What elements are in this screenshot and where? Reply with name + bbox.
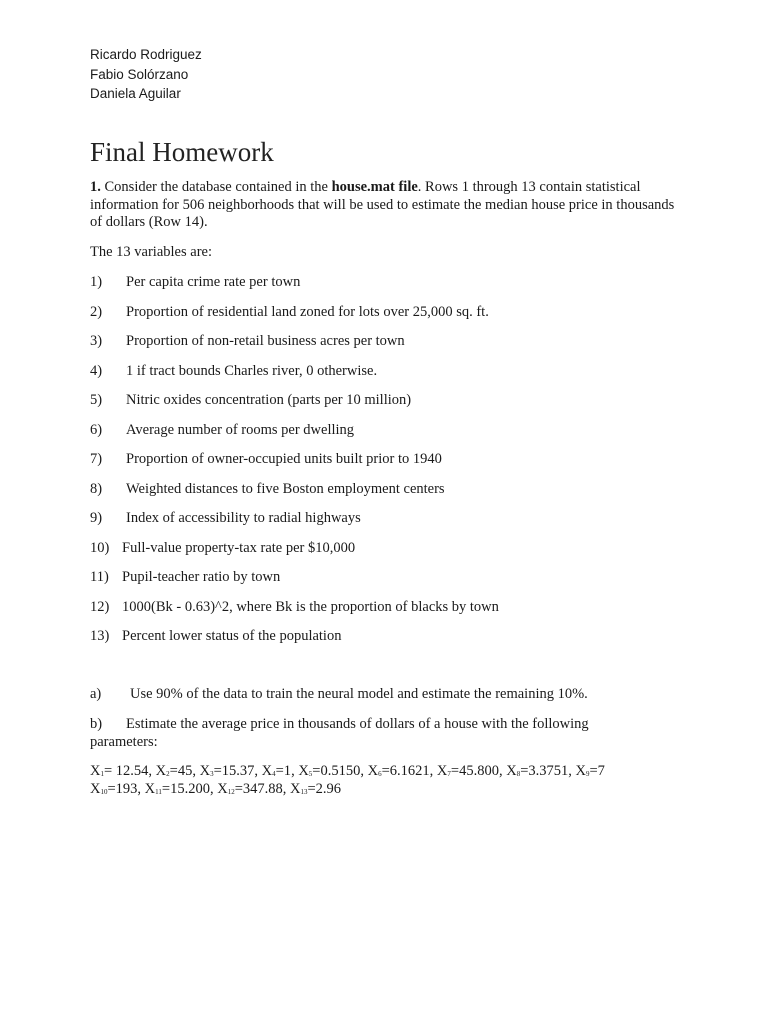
parameter-line: $X_1= 12.54$, $X_2=45$, $X_3=15.37$, $X_4=1$, $X_5=0.5150$, $X_6=6.1621$, $X_7=45.800$, $X_8=3.3751$, $X_9=7$ — [90, 763, 605, 779]
parameter-symbol: X — [144, 781, 156, 797]
parameter-index: 6 — [378, 770, 382, 778]
variable-item — [90, 480, 445, 499]
parameter-item — [368, 763, 430, 779]
variable-number: 6) — [90, 421, 103, 438]
parameter-symbol: X — [298, 763, 309, 779]
variable-number: 5) — [90, 392, 103, 408]
parameter-item — [90, 781, 137, 797]
parameter-symbol: X — [261, 763, 273, 779]
variable-text: Weighted distances to five Boston employment centers — [126, 480, 445, 497]
variable-number: 11) — [90, 569, 109, 585]
parameter-symbol: X — [217, 781, 228, 797]
variable-item — [90, 628, 342, 646]
variable-item — [90, 333, 405, 351]
variables-heading: The 13 variables are: — [90, 244, 212, 260]
parameter-value: =45.800 — [450, 763, 499, 779]
variable-text: Proportion of non-retail business acres per town — [126, 333, 405, 349]
task-label: a) — [90, 686, 102, 702]
variable-item — [90, 392, 412, 410]
variable-text: 1000(Bk - 0.63)^2, where Bk is the proportion of blacks by town — [122, 598, 499, 615]
task-text: Use 90% of the data to train the neural model and estimate the remaining 10%. — [130, 686, 588, 702]
variable-number: 12) — [90, 598, 110, 615]
author-name: Fabio Solórzano — [90, 66, 189, 82]
parameter-item — [90, 763, 148, 779]
parameter-symbol: X — [90, 781, 101, 797]
parameter-value: =3.3751 — [520, 763, 569, 779]
parameter-value: =0.5150 — [312, 763, 361, 779]
parameter-index: 5 — [308, 770, 313, 778]
variable-text: 1 if tract bounds Charles river, 0 otherwise. — [126, 362, 378, 379]
variable-number: 8) — [90, 480, 103, 497]
parameter-value: =6.1621 — [381, 763, 430, 779]
variable-item — [90, 303, 489, 322]
variable-item — [90, 510, 361, 528]
parameter-value: = 12.54 — [103, 763, 149, 779]
variable-number: 4) — [90, 362, 103, 379]
parameter-value: =347.88 — [234, 781, 283, 797]
parameter-index: 8 — [516, 770, 521, 778]
parameter-symbol: X — [367, 763, 379, 779]
task-b — [90, 716, 630, 751]
variable-number: 7) — [90, 451, 103, 467]
variable-item — [90, 274, 301, 292]
variable-number: 1) — [90, 274, 103, 290]
variable-text: Percent lower status of the population — [122, 628, 342, 644]
parameter-index: 4 — [272, 770, 276, 778]
variable-item — [90, 598, 499, 617]
problem-number: 1. — [90, 179, 101, 195]
parameter-item — [156, 763, 193, 779]
author-name: Daniela Aguilar — [90, 86, 181, 101]
parameter-item — [262, 763, 291, 779]
parameter-item — [298, 763, 360, 779]
task-label: b) — [90, 716, 103, 732]
parameter-index: 12 — [227, 788, 235, 796]
parameter-item — [437, 763, 499, 779]
variable-item — [90, 569, 281, 587]
parameter-symbol: X — [436, 763, 448, 779]
parameter-symbol: X — [199, 763, 211, 779]
parameter-value: =1 — [275, 763, 292, 779]
variable-text: Full-value property-tax rate per $10,000 — [122, 539, 356, 556]
problem-statement — [90, 179, 680, 232]
author-list — [90, 45, 202, 104]
variable-number: 3) — [90, 333, 103, 349]
parameter-value: =2.96 — [307, 781, 342, 797]
parameter-item — [290, 781, 341, 797]
variable-text: Index of accessibility to radial highways — [126, 510, 361, 526]
parameter-index: 1 — [100, 770, 104, 778]
parameter-item — [200, 763, 255, 779]
parameter-value: =15.37 — [213, 763, 255, 779]
parameter-value: =7 — [589, 763, 605, 779]
statement-text-a: Consider the database contained in the — [100, 179, 332, 195]
variable-item — [90, 539, 356, 558]
variable-number: 13) — [90, 628, 110, 644]
variable-text: Proportion of owner-occupied units built prior to 1940 — [126, 451, 442, 467]
parameter-value: =15.200 — [161, 781, 210, 797]
parameter-index: 11 — [155, 788, 162, 796]
parameter-symbol: X — [290, 781, 301, 797]
author-name: Ricardo Rodriguez — [90, 47, 202, 62]
parameter-item — [145, 781, 210, 797]
variable-item — [90, 451, 442, 469]
parameter-item — [506, 763, 568, 779]
parameter-line: $X_{10}=193$, $X_{11}=15.200$, $X_{12}=347.88$, $X_{13}=2.96$ — [90, 781, 342, 797]
variable-number: 9) — [90, 510, 103, 526]
variable-item — [90, 421, 355, 440]
parameter-symbol: X — [155, 763, 167, 779]
variable-text: Average number of rooms per dwelling — [126, 421, 355, 438]
variable-text: Per capita crime rate per town — [126, 274, 301, 290]
parameter-index: 10 — [100, 788, 108, 796]
parameter-index: 13 — [300, 788, 308, 796]
document-title: Final Homework — [90, 137, 274, 167]
parameter-item — [576, 763, 605, 779]
statement-text-b: . Rows 1 through 13 contain statistical information for 506 neighborhoods that will be used to estimate the median house price in thousands of dollars (Row 14). — [90, 179, 675, 230]
parameter-value: =193 — [107, 781, 138, 797]
variable-number: 10) — [90, 539, 110, 556]
variable-text: Nitric oxides concentration (parts per 10 million) — [126, 392, 412, 408]
parameter-symbol: X — [575, 763, 586, 779]
parameter-item — [217, 781, 283, 797]
variable-number: 2) — [90, 303, 103, 320]
task-text: Estimate the average price in thousands of dollars of a house with the following parameters: — [90, 716, 589, 750]
file-name: house.mat file — [331, 179, 418, 195]
parameter-symbol: X — [90, 763, 101, 779]
parameter-value: =45 — [169, 763, 193, 779]
variable-text: Pupil-teacher ratio by town — [122, 569, 281, 585]
variable-item — [90, 362, 378, 381]
task-a — [90, 686, 588, 704]
parameter-index: 7 — [447, 770, 451, 778]
variable-text: Proportion of residential land zoned for lots over 25,000 sq. ft. — [126, 303, 489, 320]
parameter-index: 3 — [210, 770, 214, 778]
parameter-symbol: X — [506, 763, 517, 779]
parameter-index: 2 — [166, 770, 170, 778]
parameter-index: 9 — [585, 770, 590, 778]
